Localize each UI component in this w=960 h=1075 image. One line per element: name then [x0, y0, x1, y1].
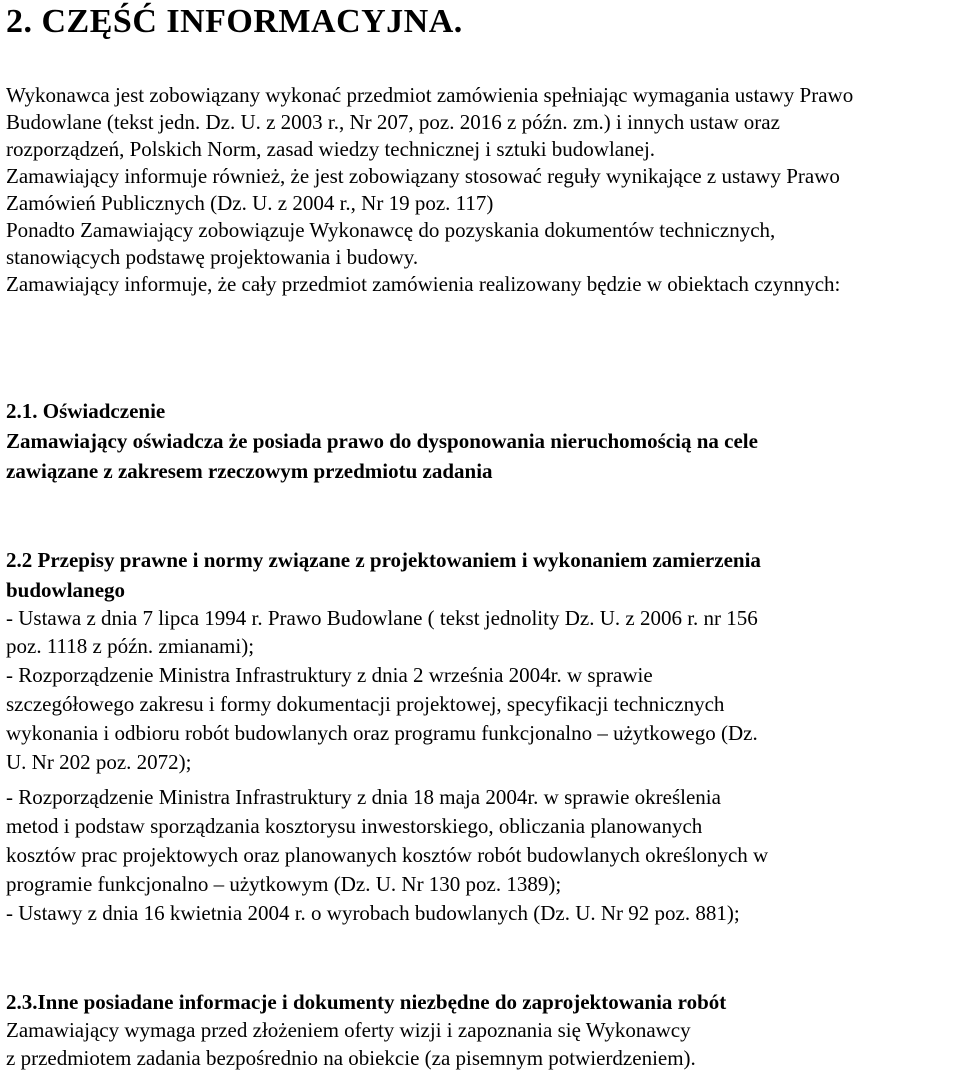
text-line: Ponadto Zamawiający zobowiązuje Wykonawcę do pozyskania dokumentów technicznych,: [6, 218, 776, 242]
text-line: Zamawiający informuje również, że jest zobowiązany stosować reguły wynikające z ustawy Prawo: [6, 164, 840, 188]
text-line: rozporządzeń, Polskich Norm, zasad wiedzy technicznej i sztuki budowlanej.: [6, 137, 656, 161]
section-title: 2.1. Oświadczenie: [6, 399, 166, 423]
list-item: - Rozporządzenie Ministra Infrastruktury z dnia 2 września 2004r. w sprawie: [6, 663, 653, 687]
text-line: szczegółowego zakresu i formy dokumentacji projektowej, specyfikacji technicznych: [6, 692, 725, 716]
section-title: budowlanego: [6, 578, 126, 602]
list-item: - Ustawa z dnia 7 lipca 1994 r. Prawo Budowlane ( tekst jednolity Dz. U. z 2006 r. nr 156: [6, 606, 758, 630]
text-line: zawiązane z zakresem rzeczowym przedmiotu zadania: [6, 459, 493, 483]
list-item: - Ustawy z dnia 16 kwietnia 2004 r. o wyrobach budowlanych (Dz. U. Nr 92 poz. 881);: [6, 901, 740, 925]
text-line: Wykonawca jest zobowiązany wykonać przedmiot zamówienia spełniając wymagania ustawy Prawo: [6, 83, 854, 107]
text-line: Zamawiający wymaga przed złożeniem oferty wizji i zapoznania się Wykonawcy: [6, 1018, 691, 1042]
text-line: Zamawiający informuje, że cały przedmiot zamówienia realizowany będzie w obiektach czynnych:: [6, 272, 841, 296]
list-item: - Rozporządzenie Ministra Infrastruktury z dnia 18 maja 2004r. w sprawie określenia: [6, 785, 721, 809]
text-line: Zamawiający oświadcza że posiada prawo do dysponowania nieruchomością na cele: [6, 429, 758, 453]
text-line: Zamówień Publicznych (Dz. U. z 2004 r., Nr 19 poz. 117): [6, 191, 494, 215]
section-title: 2.3.Inne posiadane informacje i dokumenty niezbędne do zaprojektowania robót: [6, 990, 727, 1014]
text-line: U. Nr 202 poz. 2072);: [6, 750, 192, 774]
text-line: kosztów prac projektowych oraz planowanych kosztów robót budowlanych określonych w: [6, 843, 769, 867]
section-title: 2.2 Przepisy prawne i normy związane z projektowaniem i wykonaniem zamierzenia: [6, 548, 761, 572]
text-line: z przedmiotem zadania bezpośrednio na obiekcie (za pisemnym potwierdzeniem).: [6, 1046, 696, 1070]
section-heading: 2. CZĘŚĆ INFORMACYJNA.: [6, 3, 463, 40]
text-line: poz. 1118 z późn. zmianami);: [6, 634, 255, 658]
text-line: Budowlane (tekst jedn. Dz. U. z 2003 r., Nr 207, poz. 2016 z późn. zm.) i innych ustaw oraz: [6, 110, 780, 134]
text-line: stanowiących podstawę projektowania i budowy.: [6, 245, 419, 269]
text-line: metod i podstaw sporządzania kosztorysu inwestorskiego, obliczania planowanych: [6, 814, 703, 838]
text-line: programie funkcjonalno – użytkowym (Dz. U. Nr 130 poz. 1389);: [6, 872, 562, 896]
text-line: wykonania i odbioru robót budowlanych oraz programu funkcjonalno – użytkowego (Dz.: [6, 721, 758, 745]
